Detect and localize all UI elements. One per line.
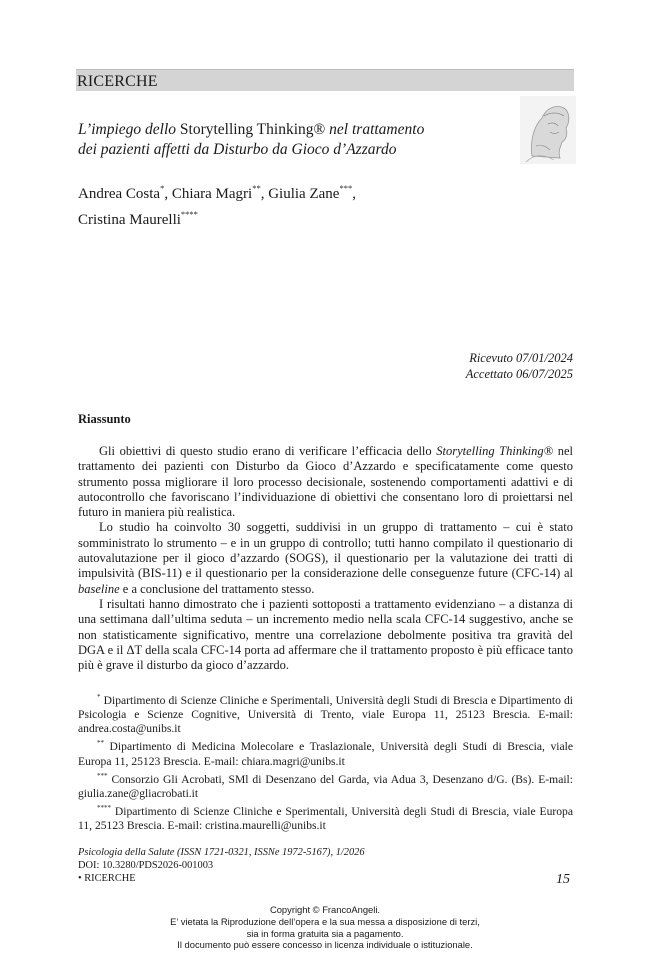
accepted-date: Accettato 06/07/2025 [465,367,573,381]
author-name: Andrea Costa [78,186,161,202]
affiliation-footnotes [78,690,573,833]
author-separator: , [260,186,269,202]
footnote-mark: **** [97,804,111,812]
footnote-text: Dipartimento di Medicina Molecolare e Traslazionale, Università degli Studi di Brescia, viale Europa 11, 25123 Brescia. E-mail: chiara.magri@unibs.it [78,740,573,768]
footnote-mark: * [97,693,101,701]
footnote-mark: ** [97,739,104,748]
footnote-text: Dipartimento di Scienze Cliniche e Sperimentali, Università degli Studi di Brescia e Dipartimento di Psicologia e Scienze Cognitive, Università di Trento, viale Europa 11, 25123 Brescia. E-mail: andrea.costa@unibs.it [78,693,573,736]
abstract-paragraph: I risultati hanno dimostrato che i pazienti sottoposti a trattamento evidenziano – a distanza di una settimana dall’ultima seduta – un incremento medio nella scala CFC-14 suggestivo, anche se non statisticamente significativo, mentre una correlazione debolmente positiva tra gravità del DGA e il ΔT della scala CFC-14 porta ad affermare che il trattamento proposto è più efficace tanto più è grave il disturbo da gioco d’azzardo. [78,596,573,673]
author-list [78,179,558,231]
abstract-text: Gli obiettivi di questo studio erano di verificare l’efficacia dello [99,444,437,458]
footnote [78,736,573,768]
abstract-paragraph [78,444,573,520]
author-mark: *** [339,183,353,193]
title-part-1: L’impiego dello [78,121,180,138]
abstract-body [78,444,573,673]
copyright-line: Il documento può essere concesso in licenza individuale o istituzionale. [177,939,473,951]
author-separator: , [352,186,356,202]
journal-citation: Psicologia della Salute (ISSN 1721-0321, ISSNe 1972-5167), 1/2026 [78,847,365,858]
submission-dates [300,350,573,382]
section-header: RICERCHE [76,69,574,91]
author-separator: , [164,186,172,202]
abstract-text: e a conclusione del trattamento stesso. [119,581,315,596]
doi: DOI: 10.3280/PDS2026-001003 [78,860,214,871]
footnote-text: Dipartimento di Scienze Cliniche e Sperimentali, Università degli Studi di Brescia, viale Europa 11, 25123 Brescia. E-mail: cristina.maurelli@unibs.it [78,804,573,833]
footnote [78,769,573,801]
copyright-line: E’ vietata la Riproduzione dell’opera e la sua messa a disposizione di terzi, [170,915,480,927]
abstract-heading: Riassunto [78,412,131,426]
journal-portrait-logo [520,96,576,164]
author-name: Giulia Zane [268,186,340,202]
abstract-paragraph [78,520,573,596]
abstract-text: Lo studio ha coinvolto 30 soggetti, suddivisi in un gruppo di trattamento – cui è stato somministrato lo strumento – e in un gruppo di controllo; tutti hanno compilato il questionario di autovalutazione per il gioco d’azzardo (SOGS), il questionario per la valutazione dei tratti di impulsività (BIS-11) e il questionario per la considerazione delle conseguenze future (CFC-14) al [78,520,573,581]
copyright-notice [0,904,650,951]
abstract-emphasis: Storytelling Thinking® [436,444,554,458]
abstract-text: nel trattamento dei pazienti con Disturbo da Gioco d’Azzardo e specificatamente come questo strumento possa migliorare il loro processo decisionale, sostenendo comportamenti adattivi e di autocontrollo che favoriscano l’individuazione di obiettivi che consentano loro di proiettarsi nel futuro in maniera più realistica. [78,444,574,520]
article-title [78,120,508,160]
journal-section: • RICERCHE [78,873,136,884]
author-name: Chiara Magri [171,186,253,202]
footnote [78,801,573,833]
author-mark: * [160,183,165,193]
abstract-emphasis: baseline [78,581,120,596]
journal-info [78,846,573,885]
page-number: 15 [556,872,570,887]
footnote-text: Consorzio Gli Acrobati, SMl di Desenzano del Garda, via Adua 3, Desenzano d/G. (Bs). E-mail: giulia.zane@gliacrobati.it [78,772,573,800]
author-name: Cristina Maurelli [78,212,181,228]
title-part-2: Storytelling Thinking® [179,121,326,138]
title-line-2: dei pazienti affetti da Disturbo da Gioco d’Azzardo [78,141,397,158]
footnote-mark: *** [97,771,108,780]
received-date: Ricevuto 07/01/2024 [469,351,573,365]
copyright-line: sia in forma gratuita sia a pagamento. [246,927,404,939]
footnote [78,690,573,736]
author-mark: ** [252,183,261,193]
author-mark: **** [180,209,198,219]
title-part-3: nel trattamento [325,121,425,138]
copyright-line: Copyright © FrancoAngeli. [269,904,381,915]
